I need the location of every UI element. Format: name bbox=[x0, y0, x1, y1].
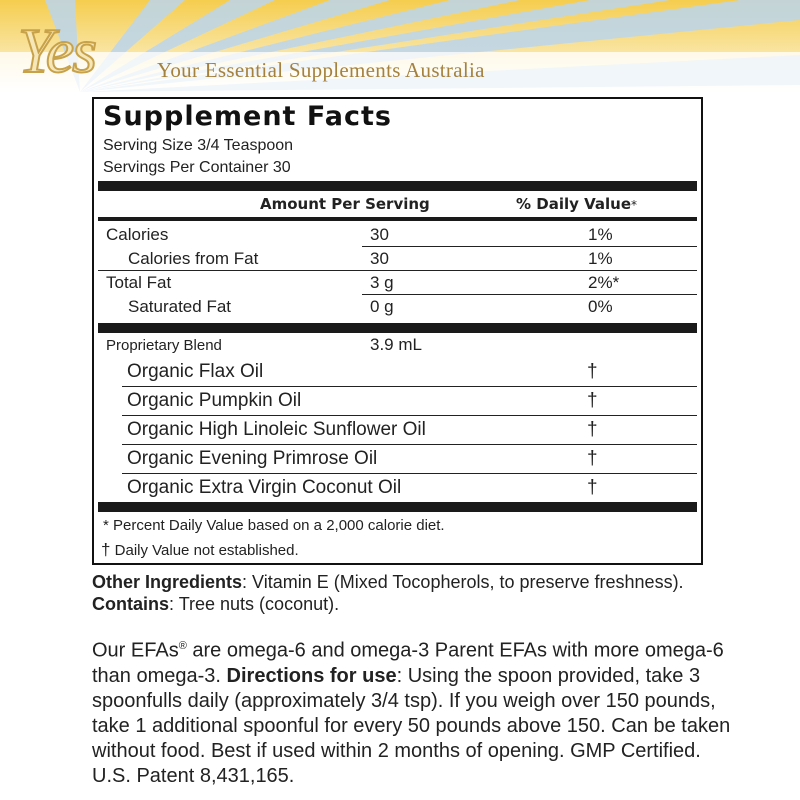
other-ingredients-label: Other Ingredients bbox=[92, 572, 243, 592]
nutrient-dv: 0% bbox=[588, 297, 613, 316]
yes-logo: Yes bbox=[18, 15, 96, 86]
efas-text-2: are omega-6 and omega-3 Parent EFAs with more omega-6 than omega-3. bbox=[92, 639, 724, 687]
row-divider bbox=[362, 246, 697, 247]
directions-text: : Using the spoon provided, take 3 spoonfulls daily (approximately 3/4 tsp). If you weigh over 150 pounds, take 1 additional spoonful for every 50 pounds above 150. Can be taken without food. Best if used within 2 months of opening. GMP Certified. U.S. Patent 8,431,165. bbox=[92, 664, 731, 787]
ingredient-dv: † bbox=[587, 390, 598, 411]
daily-value-header-label: % Daily Value bbox=[516, 195, 632, 213]
tagline: Your Essential Supplements Australia bbox=[157, 58, 485, 82]
medium-rule bbox=[98, 217, 697, 221]
registered-mark: ® bbox=[178, 640, 187, 652]
contains-text: : Tree nuts (coconut). bbox=[169, 594, 340, 614]
row-divider bbox=[98, 270, 697, 271]
ingredient-dv: † bbox=[587, 477, 598, 498]
contains-label: Contains bbox=[92, 594, 170, 614]
servings-per-container: Servings Per Container 30 bbox=[103, 159, 291, 176]
amount-per-serving-header: Amount Per Serving bbox=[260, 195, 430, 213]
nutrient-name: Calories bbox=[106, 225, 169, 244]
nutrient-name: Total Fat bbox=[106, 273, 172, 292]
ingredient-name: Organic Flax Oil bbox=[127, 361, 264, 382]
nutrient-name: Saturated Fat bbox=[128, 297, 232, 316]
ingredient-dv: † bbox=[587, 448, 598, 469]
nutrient-dv: 1% bbox=[588, 249, 613, 268]
row-divider bbox=[122, 386, 697, 387]
blend-name: Proprietary Blend bbox=[106, 337, 222, 354]
daily-value-header-mark: * bbox=[631, 198, 638, 212]
efas-text-1: Our EFAs bbox=[92, 639, 179, 662]
daily-value-header bbox=[516, 195, 637, 213]
ingredient-dv: † bbox=[587, 419, 598, 440]
nutrient-amount: 30 bbox=[370, 249, 389, 268]
dagger-mark: † bbox=[101, 540, 111, 559]
ingredient-name: Organic Extra Virgin Coconut Oil bbox=[127, 477, 402, 498]
blend-amount: 3.9 mL bbox=[370, 335, 422, 354]
nutrient-dv: 1% bbox=[588, 225, 613, 244]
efas-description bbox=[92, 634, 732, 789]
directions-label: Directions for use bbox=[226, 664, 397, 687]
footnote-dagger-text: Daily Value not established. bbox=[114, 542, 299, 559]
footnote-percent-dv: * Percent Daily Value based on a 2,000 calorie diet. bbox=[103, 517, 445, 534]
ingredient-name: Organic Evening Primrose Oil bbox=[127, 448, 378, 469]
row-divider bbox=[362, 294, 697, 295]
header-banner bbox=[0, 0, 800, 92]
thick-rule bbox=[98, 323, 697, 333]
nutrient-name: Calories from Fat bbox=[128, 249, 259, 268]
nutrient-dv: 2%* bbox=[588, 273, 620, 292]
row-divider bbox=[122, 415, 697, 416]
thick-rule bbox=[98, 181, 697, 191]
row-divider bbox=[122, 444, 697, 445]
serving-size: Serving Size 3/4 Teaspoon bbox=[103, 137, 294, 154]
row-divider bbox=[122, 473, 697, 474]
other-ingredients bbox=[92, 571, 712, 615]
ingredient-dv: † bbox=[587, 361, 598, 382]
ingredient-name: Organic High Linoleic Sunflower Oil bbox=[127, 419, 426, 440]
other-ingredients-text: : Vitamin E (Mixed Tocopherols, to preserve freshness). bbox=[242, 572, 684, 592]
nutrient-amount: 30 bbox=[370, 225, 389, 244]
thick-rule bbox=[98, 502, 697, 512]
nutrient-amount: 3 g bbox=[370, 273, 394, 292]
footnote-dagger bbox=[101, 540, 299, 560]
supplement-facts-panel bbox=[92, 97, 703, 565]
ingredient-name: Organic Pumpkin Oil bbox=[127, 390, 302, 411]
facts-title: Supplement Facts bbox=[103, 101, 392, 132]
nutrient-amount: 0 g bbox=[370, 297, 394, 316]
